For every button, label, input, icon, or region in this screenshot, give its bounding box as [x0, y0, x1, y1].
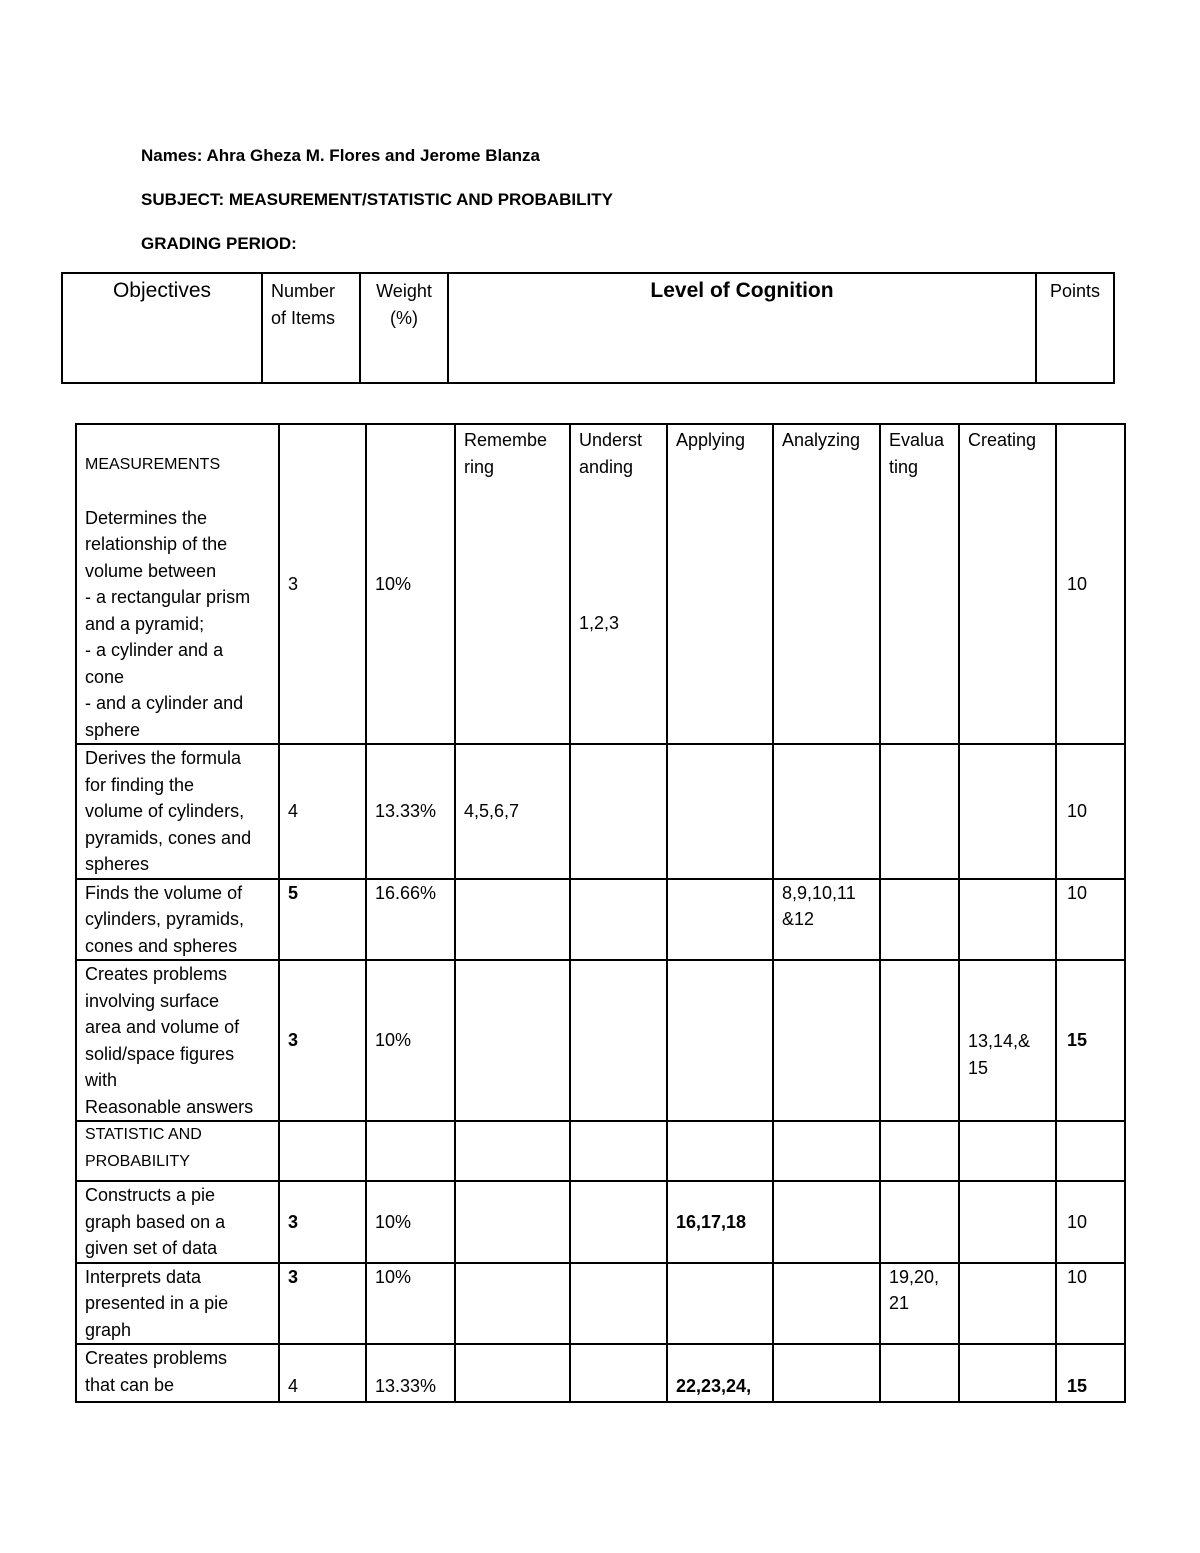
objective-cell	[76, 1263, 279, 1345]
creating-value-line1: 13,14,&	[968, 1031, 1031, 1051]
objective-cell	[76, 744, 279, 879]
objective-line: presented in a pie	[85, 1293, 229, 1313]
creating-cell	[959, 960, 1056, 1121]
remembering-header	[455, 424, 570, 744]
objective-line: Creates problems	[85, 1348, 228, 1368]
weight-cell: 13.33%	[366, 1344, 455, 1402]
evaluating-cell	[880, 1121, 959, 1181]
evaluating-line1: Evalua	[889, 430, 945, 450]
objective-cell	[76, 1181, 279, 1263]
understanding-cell	[570, 1121, 667, 1181]
analyzing-cell	[773, 960, 880, 1121]
understanding-cell	[570, 1181, 667, 1263]
creating-cell	[959, 1121, 1056, 1181]
table-row	[76, 1263, 1125, 1345]
weight-cell: 13.33%	[366, 744, 455, 879]
evaluating-header	[880, 424, 959, 744]
remembering-cell	[455, 1263, 570, 1345]
items-header-line1: Number	[271, 281, 336, 301]
objective-line: cones and spheres	[85, 935, 238, 956]
objective-line: that can be	[85, 1374, 175, 1395]
points-cell: 10	[1056, 1181, 1125, 1263]
evaluating-value-line1: 19,20,	[889, 1266, 940, 1287]
remembering-cell	[455, 879, 570, 961]
points-header: Points	[1036, 273, 1114, 383]
remembering-cell: 4,5,6,7	[455, 744, 570, 879]
points-cell: 10	[1056, 1263, 1125, 1345]
creating-cell	[959, 879, 1056, 961]
objective-line: - a rectangular prism	[85, 587, 251, 607]
objective-line: given set of data	[85, 1238, 218, 1258]
creating-cell	[959, 1263, 1056, 1345]
evaluating-cell	[880, 1344, 959, 1402]
points-cell	[1056, 1121, 1125, 1181]
weight-header	[360, 273, 448, 383]
grading-period-line: GRADING PERIOD:	[141, 234, 297, 253]
applying-cell: 22,23,24,	[667, 1344, 773, 1402]
items-cell: 3	[279, 1181, 366, 1263]
table-row	[76, 744, 1125, 879]
section-title-line: PROBABILITY	[85, 1152, 190, 1170]
objective-line: Reasonable answers	[85, 1096, 254, 1117]
points-cell: 10	[1056, 424, 1125, 744]
points-cell: 15	[1056, 1344, 1125, 1402]
points-cell: 15	[1056, 960, 1125, 1121]
items-cell: 3	[279, 424, 366, 744]
understanding-cell	[570, 960, 667, 1121]
objective-line: volume between	[85, 560, 217, 581]
applying-cell	[667, 960, 773, 1121]
creating-value-line2: 15	[968, 1057, 989, 1078]
objective-line: sphere	[85, 719, 141, 740]
objective-line: involving surface	[85, 990, 220, 1011]
applying-cell: 16,17,18	[667, 1181, 773, 1263]
analyzing-header: Analyzing	[773, 424, 880, 744]
cognition-header: Level of Cognition	[448, 273, 1036, 383]
items-header-line2: of Items	[271, 307, 336, 328]
header-table	[61, 272, 1115, 384]
analyzing-cell	[773, 1181, 880, 1263]
analyzing-cell	[773, 1344, 880, 1402]
objective-cell	[76, 960, 279, 1121]
objectives-table	[75, 423, 1126, 1403]
objectives-header: Objectives	[62, 273, 262, 383]
objective-line: solid/space figures	[85, 1043, 235, 1064]
section-title-cell	[76, 1121, 279, 1181]
items-cell: 5	[279, 879, 366, 961]
objective-line: cone	[85, 666, 125, 687]
objective-line: and a pyramid;	[85, 613, 205, 634]
evaluating-cell	[880, 879, 959, 961]
objective-line: Constructs a pie	[85, 1185, 216, 1205]
objective-line: Finds the volume of	[85, 882, 243, 903]
analyzing-cell	[773, 879, 880, 961]
weight-cell	[366, 1121, 455, 1181]
remembering-cell	[455, 1121, 570, 1181]
names-line: Names: Ahra Gheza M. Flores and Jerome Blanza	[141, 146, 540, 165]
understanding-cell	[570, 879, 667, 961]
section-title-line: STATISTIC AND	[85, 1126, 202, 1143]
items-cell: 3	[279, 1263, 366, 1345]
objective-line: area and volume of	[85, 1017, 240, 1037]
analyzing-cell	[773, 1121, 880, 1181]
creating-cell	[959, 1344, 1056, 1402]
objective-line: - and a cylinder and	[85, 693, 244, 713]
table-row	[76, 1121, 1125, 1181]
evaluating-cell	[880, 744, 959, 879]
objective-line: spheres	[85, 854, 150, 874]
analyzing-value-line2: &12	[782, 909, 815, 929]
remembering-cell	[455, 1344, 570, 1402]
analyzing-value-line1: 8,9,10,11	[782, 882, 856, 903]
understanding-line1: Underst	[579, 430, 643, 450]
applying-cell	[667, 1121, 773, 1181]
objective-line: for finding the	[85, 774, 195, 795]
remembering-line2: ring	[464, 456, 495, 477]
objective-cell	[76, 879, 279, 961]
items-header	[262, 273, 360, 383]
analyzing-cell	[773, 1263, 880, 1345]
understanding-cell	[570, 1263, 667, 1345]
evaluating-cell	[880, 1181, 959, 1263]
objective-line: volume of cylinders,	[85, 801, 245, 821]
items-cell	[279, 1121, 366, 1181]
weight-cell: 10%	[366, 424, 455, 744]
creating-header: Creating	[959, 424, 1056, 744]
objective-line: cylinders, pyramids,	[85, 909, 245, 929]
objective-line: pyramids, cones and	[85, 827, 252, 848]
remembering-cell	[455, 960, 570, 1121]
remembering-cell	[455, 1181, 570, 1263]
understanding-cell	[570, 744, 667, 879]
creating-cell	[959, 744, 1056, 879]
objective-line: graph based on a	[85, 1211, 226, 1232]
applying-cell	[667, 1263, 773, 1345]
objective-line: relationship of the	[85, 534, 228, 554]
objective-line: with	[85, 1070, 118, 1090]
table-row	[76, 1344, 1125, 1402]
weight-cell: 16.66%	[366, 879, 455, 961]
evaluating-cell	[880, 1263, 959, 1345]
evaluating-line2: ting	[889, 456, 919, 477]
objective-line: Derives the formula	[85, 748, 242, 768]
items-cell: 4	[279, 1344, 366, 1402]
subject-line: SUBJECT: MEASUREMENT/STATISTIC AND PROBABILITY	[141, 190, 613, 209]
weight-header-line1: Weight	[376, 281, 432, 301]
weight-cell: 10%	[366, 1181, 455, 1263]
evaluating-value-line2: 21	[889, 1293, 910, 1313]
applying-header: Applying	[667, 424, 773, 744]
analyzing-cell	[773, 744, 880, 879]
creating-cell	[959, 1181, 1056, 1263]
weight-cell: 10%	[366, 960, 455, 1121]
objective-line: Determines the	[85, 507, 208, 528]
understanding-cell	[570, 1344, 667, 1402]
table-row	[76, 1181, 1125, 1263]
objective-cell	[76, 1344, 279, 1402]
understanding-cell	[570, 424, 667, 744]
table-row	[76, 960, 1125, 1121]
objective-line: Interprets data	[85, 1266, 202, 1287]
points-cell: 10	[1056, 879, 1125, 961]
objective-cell	[76, 424, 279, 744]
applying-cell	[667, 879, 773, 961]
objective-line: - a cylinder and a	[85, 640, 224, 660]
section-title: MEASUREMENTS	[85, 455, 221, 473]
items-cell: 3	[279, 960, 366, 1121]
evaluating-cell	[880, 960, 959, 1121]
objective-line: graph	[85, 1319, 132, 1340]
remembering-line1: Remembe	[464, 430, 548, 450]
understanding-line2: anding	[579, 456, 634, 477]
items-cell: 4	[279, 744, 366, 879]
applying-cell	[667, 744, 773, 879]
weight-header-line2: (%)	[390, 307, 418, 328]
table-row	[76, 424, 1125, 744]
table-row	[76, 879, 1125, 961]
weight-cell: 10%	[366, 1263, 455, 1345]
points-cell: 10	[1056, 744, 1125, 879]
understanding-value: 1,2,3	[579, 613, 620, 633]
objective-line: Creates problems	[85, 964, 228, 984]
